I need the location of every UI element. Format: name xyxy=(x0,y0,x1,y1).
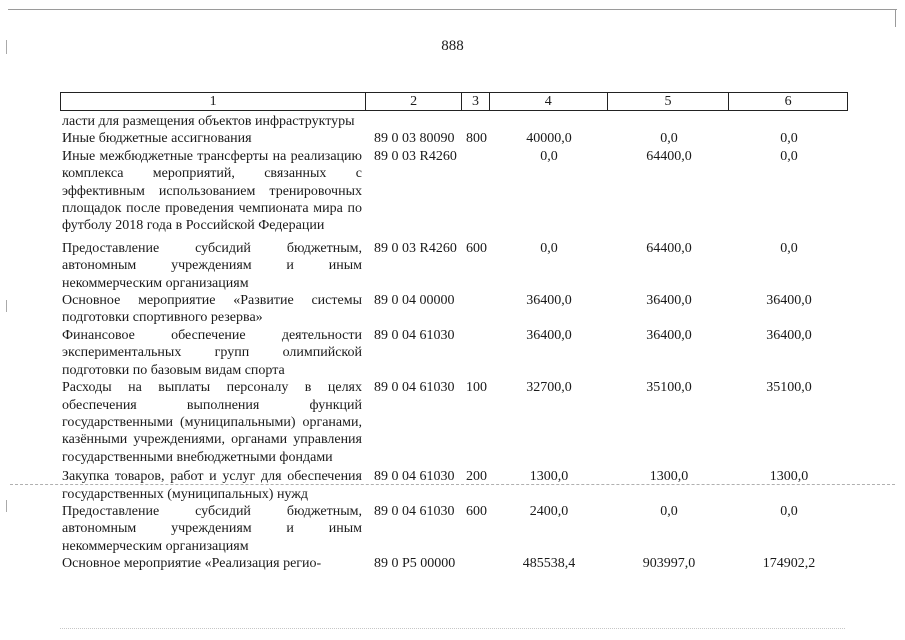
table-row xyxy=(60,379,848,466)
column-header: 2 xyxy=(366,93,462,110)
table-header xyxy=(60,92,848,111)
left-margin-mark xyxy=(6,500,7,512)
column-header: 3 xyxy=(462,93,490,110)
row-value-2022: 0,0 xyxy=(780,131,798,147)
row-value-2020: 485538,4 xyxy=(522,556,576,572)
row-name: Иные межбюджетные трансферты на реализацию комплекса мероприятий, связанных с эффективным использованием тренировочных площадок после проведения чемпионата мира по футболу 2018 года в Российской Федерации xyxy=(62,148,362,234)
row-name: Закупка товаров, работ и услуг для обеспечения государственных (муниципальных) нужд xyxy=(62,469,362,502)
row-value-2020: 40000,0 xyxy=(526,131,572,147)
row-name: Расходы на выплаты персоналу в целях обеспечения выполнения функций государственными (муниципальными) органами, казёнными учреждениями, органами управления государственными внебюджетными фондами xyxy=(62,380,362,465)
row-code: 89 0 04 61030 xyxy=(374,503,455,519)
row-type: 600 xyxy=(466,503,487,519)
row-value-2021 xyxy=(608,113,730,130)
page-number: 888 xyxy=(441,38,464,54)
column-header: 4 xyxy=(490,93,608,110)
row-value-2020: 2400,0 xyxy=(529,503,569,519)
row-value-2021: 36400,0 xyxy=(646,327,692,343)
row-type xyxy=(462,292,490,327)
row-type: 200 xyxy=(466,469,487,485)
row-value-2021: 1300,0 xyxy=(649,469,689,485)
row-value-2021: 64400,0 xyxy=(646,148,692,164)
scan-artifact-line xyxy=(10,484,895,485)
row-code: 89 0 03 R4260 xyxy=(374,148,457,164)
row-name: Основное мероприятие «Реализация регио- xyxy=(62,556,322,572)
row-code: 89 0 04 00000 xyxy=(374,293,455,309)
row-value-2020: 1300,0 xyxy=(529,469,569,485)
table-row xyxy=(60,292,848,327)
table-row xyxy=(60,240,848,292)
row-code: 89 0 04 61030 xyxy=(374,469,455,485)
table-row xyxy=(60,148,848,235)
row-value-2020 xyxy=(490,113,608,130)
row-name: Иные бюджетные ассигнования xyxy=(62,131,252,147)
row-value-2022: 36400,0 xyxy=(766,293,812,309)
row-type xyxy=(462,555,490,572)
row-code: 89 0 P5 00000 xyxy=(374,556,456,572)
row-value-2020: 0,0 xyxy=(540,148,558,164)
left-margin-mark xyxy=(6,300,7,312)
row-code: 89 0 04 61030 xyxy=(374,327,455,343)
right-scan-border xyxy=(895,9,896,27)
table-row xyxy=(60,503,848,555)
row-name: Основное мероприятие «Развитие системы подготовки спортивного резерва» xyxy=(62,293,362,326)
row-value-2021: 36400,0 xyxy=(646,293,692,309)
row-value-2021: 64400,0 xyxy=(646,240,692,256)
row-name: Предоставление субсидий бюджетным, автономным учреждениям и иным некоммерческим организациям xyxy=(62,503,362,554)
row-value-2021: 35100,0 xyxy=(646,380,692,396)
row-value-2022: 36400,0 xyxy=(766,327,812,343)
row-value-2021: 0,0 xyxy=(660,131,678,147)
row-code: 89 0 04 61030 xyxy=(374,380,455,396)
column-header: 6 xyxy=(784,94,792,109)
row-code: 89 0 03 R4260 xyxy=(374,240,457,256)
row-name: Предоставление субсидий бюджетным, автономным учреждениям и иным некоммерческим организациям xyxy=(62,240,362,291)
row-name: Финансовое обеспечение деятельности экспериментальных групп олимпийской подготовки по базовым видам спорта xyxy=(62,327,362,378)
row-value-2020: 32700,0 xyxy=(526,380,572,396)
row-value-2022: 0,0 xyxy=(780,148,798,164)
row-type: 800 xyxy=(466,131,487,147)
table-row xyxy=(60,327,848,379)
row-name: ласти для размещения объектов инфраструктуры xyxy=(62,114,355,129)
row-value-2020: 36400,0 xyxy=(526,293,572,309)
column-header: 5 xyxy=(608,93,730,110)
column-header: 1 xyxy=(61,93,366,110)
row-code xyxy=(366,113,462,130)
row-value-2020: 0,0 xyxy=(540,240,558,256)
table-row xyxy=(60,130,848,147)
row-value-2021: 903997,0 xyxy=(642,556,696,572)
row-code: 89 0 03 80090 xyxy=(374,131,455,147)
row-value-2022: 174902,2 xyxy=(762,556,816,572)
row-type xyxy=(462,148,490,235)
row-value-2022 xyxy=(730,113,848,130)
row-type: 100 xyxy=(466,380,487,396)
table-row xyxy=(60,555,848,572)
row-type xyxy=(462,327,490,379)
row-value-2022: 1300,0 xyxy=(769,469,809,485)
scan-artifact-line xyxy=(60,628,845,629)
row-value-2020: 36400,0 xyxy=(526,327,572,343)
row-value-2022: 0,0 xyxy=(780,503,798,519)
row-value-2022: 35100,0 xyxy=(766,380,812,396)
row-type xyxy=(462,113,490,130)
row-value-2022: 0,0 xyxy=(780,240,798,256)
top-scan-border xyxy=(8,9,897,10)
table-row xyxy=(60,468,848,503)
row-type: 600 xyxy=(466,240,487,256)
row-value-2021: 0,0 xyxy=(660,503,678,519)
table-row xyxy=(60,113,848,130)
table-body xyxy=(60,113,848,573)
